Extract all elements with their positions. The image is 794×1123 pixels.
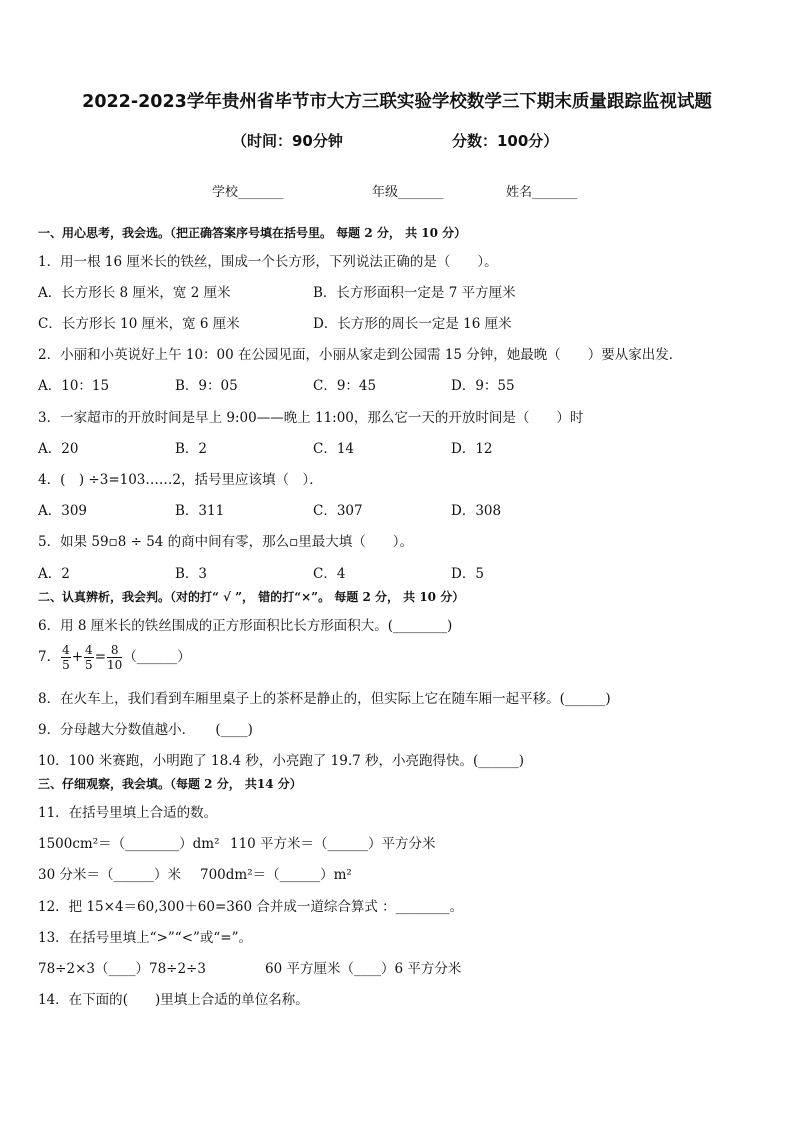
q5-option-c: C．4 (313, 566, 346, 582)
q13-part-a: 78÷2×3（____）78÷2÷3 (38, 961, 206, 977)
q11-row1-b: 110 平方米＝（______）平方分米 (230, 836, 436, 852)
school-field: 学校_______ (212, 185, 284, 200)
question-3: 3．一家超市的开放时间是早上 9:00——晚上 11:00，那么它一天的开放时间是（ ）时 (38, 410, 584, 426)
q4-option-c: C．307 (313, 503, 363, 519)
question-12: 12．把 15×4＝60,300＋60=360 合并成一道综合算式 ：________。 (38, 899, 464, 915)
question-10: 10．100 米赛跑，小明跑了 18.4 秒，小亮跑了 19.7 秒，小亮跑得快。(______) (38, 753, 525, 769)
q11-row2-b: 700dm²＝（______）m² (200, 867, 352, 883)
q7-f2-numerator: 4 (85, 643, 93, 657)
q1-option-a: A．长方形长 8 厘米，宽 2 厘米 (38, 285, 231, 301)
q7-f3-denominator: 10 (107, 658, 123, 672)
q7-fraction-1 (61, 643, 71, 672)
q7-f3-numerator: 8 (107, 643, 122, 658)
q1-option-c: C．长方形长 10 厘米，宽 6 厘米 (38, 316, 240, 332)
section-1-heading: 一、用心思考，我会选。（把正确答案序号填在括号里。 每题 2 分， 共 10 分） (38, 226, 467, 240)
q3-option-a: A．20 (38, 441, 79, 457)
question-7 (38, 643, 191, 672)
q7-f1-numerator: 4 (62, 643, 70, 657)
q1-option-b: B．长方形面积一定是 7 平方厘米 (313, 285, 516, 301)
q2-option-d: D．9：55 (451, 378, 515, 394)
q5-option-a: A．2 (38, 566, 70, 582)
q3-option-c: C．14 (313, 441, 355, 457)
q7-plus: + (71, 649, 84, 665)
q3-option-b: B．2 (175, 441, 208, 457)
q7-equals: = (94, 649, 106, 665)
question-2: 2．小丽和小英说好上午 10：00 在公园见面，小丽从家走到公园需 15 分钟，她最晚（ ）要从家出发． (38, 347, 683, 363)
q5-option-b: B．3 (175, 566, 208, 582)
q2-option-c: C．9：45 (313, 378, 377, 394)
q1-option-d: D．长方形的周长一定是 16 厘米 (313, 316, 512, 332)
question-14: 14．在下面的( )里填上合适的单位名称。 (38, 992, 309, 1008)
grade-field: 年级_______ (372, 185, 444, 200)
q11-row1-a: 1500cm²＝（________）dm² (38, 836, 220, 852)
q5-option-d: D．5 (451, 566, 484, 582)
q2-option-a: A．10：15 (38, 378, 110, 394)
q7-fraction-2 (84, 643, 94, 672)
q7-f2-denominator: 5 (85, 658, 93, 672)
q13-part-b: 60 平方厘米（____）6 平方分米 (265, 961, 462, 977)
question-11: 11．在括号里填上合适的数。 (38, 805, 218, 821)
q11-row2-a: 30 分米＝（______）米 (38, 867, 181, 883)
q2-option-b: B．9：05 (175, 378, 238, 394)
question-5: 5．如果 59▫8 ÷ 54 的商中间有零，那么▫里最大填（ ）。 (38, 534, 414, 550)
question-1: 1．用一根 16 厘米长的铁丝，围成一个长方形，下列说法正确的是（ ）。 (38, 254, 498, 270)
question-8: 8．在火车上，我们看到车厢里桌子上的茶杯是静止的，但实际上它在随车厢一起平移。(______) (38, 691, 611, 707)
name-field: 姓名_______ (506, 185, 578, 200)
time-label: （时间：90分钟 (232, 132, 343, 150)
q7-number: 7． (38, 649, 61, 665)
q7-blank: （______） (123, 649, 191, 665)
q7-fraction-3 (107, 643, 122, 672)
q7-f1-denominator: 5 (62, 658, 70, 672)
section-2-heading: 二、认真辨析，我会判。（对的打“ √ ”， 错的打“×”。 每题 2 分， 共 10 分） (38, 590, 465, 604)
score-label: 分数：100分） (452, 132, 559, 150)
q4-option-d: D．308 (451, 503, 502, 519)
question-9: 9．分母越大分数值越小． (____) (38, 722, 253, 738)
exam-title: 2022-2023学年贵州省毕节市大方三联实验学校数学三下期末质量跟踪监视试题 (82, 92, 712, 112)
section-3-heading: 三、仔细观察，我会填。（每题 2 分， 共14 分） (38, 777, 302, 791)
q4-option-a: A．309 (38, 503, 88, 519)
q3-option-d: D．12 (451, 441, 493, 457)
question-4: 4．( ) ÷3=103……2，括号里应该填（ ）． (38, 472, 323, 488)
question-13: 13．在括号里填上“>”“<”或“=”。 (38, 930, 253, 946)
q4-option-b: B．311 (175, 503, 225, 519)
question-6: 6．用 8 厘米长的铁丝围成的正方形面积比长方形面积大。(________) (38, 618, 453, 634)
